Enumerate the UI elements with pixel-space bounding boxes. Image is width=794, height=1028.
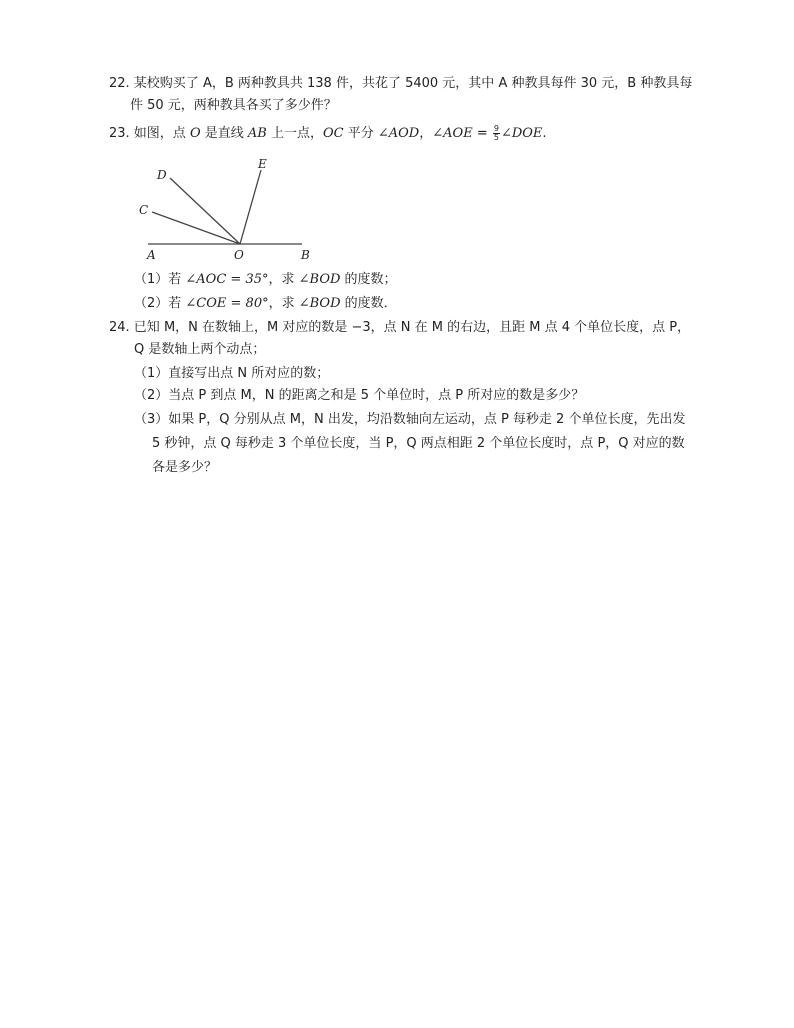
q23-sub1-condition: ∠AOC = 35° [185, 272, 269, 287]
q23-sub1 [134, 270, 397, 290]
q24-sub2: （2）当点 P 到点 M，N 的距离之和是 5 个单位时，点 P 所对应的数是多少？ [134, 388, 585, 403]
q23-equals: = [472, 126, 492, 141]
q23-sub1-text: 的度数； [340, 272, 397, 287]
q23-text: . [542, 126, 547, 141]
label-b: B [301, 248, 310, 262]
label-c: C [139, 203, 149, 217]
q23-fraction [493, 125, 500, 142]
q23-text: 23. 如图，点 [109, 126, 190, 141]
q23-intro [109, 124, 547, 144]
label-e: E [258, 157, 267, 171]
q23-angle-aoe: ∠AOE [432, 126, 473, 141]
q23-sub2-text: ，求 [268, 296, 299, 311]
q23-text: 是直线 [200, 126, 248, 141]
q23-text: 上一点， [266, 126, 323, 141]
q23-angle-aod: ∠AOD [377, 126, 420, 141]
q22-line-1: 22. 某校购买了 A，B 两种教具共 138 件，共花了 5400 元，其中 A 种教具每件 30 元，B 种教具每 [109, 76, 693, 91]
q23-angle-doe: ∠DOE [500, 126, 543, 141]
q24-sub3-line-3: 各是多少？ [152, 460, 218, 475]
q24-sub3-line-2: 5 秒钟，点 Q 每秒走 3 个单位长度，当 P，Q 两点相距 2 个单位长度时，点 P，Q 对应的数 [152, 436, 685, 451]
q24-line-2: Q 是数轴上两个动点； [134, 342, 266, 357]
q23-text: 平分 [343, 126, 378, 141]
label-a: A [147, 248, 156, 262]
ray-oc [152, 212, 240, 244]
q24-line-1: 24. 已知 M，N 在数轴上，M 对应的数是 −3，点 N 在 M 的右边，且距 M 点 4 个单位长度，点 P， [109, 320, 691, 335]
q24-sub3-line-1: （3）如果 P，Q 分别从点 M，N 出发，均沿数轴向左运动，点 P 每秒走 2 个单位长度，先出发 [134, 412, 686, 427]
q23-figure [130, 152, 330, 264]
q23-ray-oc: OC [322, 126, 344, 141]
fraction-denominator: 5 [493, 133, 499, 142]
q23-sub2 [134, 294, 397, 314]
q23-line-ab: AB [247, 126, 267, 141]
q24-sub1: （1）直接写出点 N 所对应的数； [134, 366, 330, 381]
q22-line-2: 件 50 元，两种教具各买了多少件？ [130, 98, 337, 113]
q23-sub1-text: ，求 [268, 272, 299, 287]
q23-sub1-text: （1）若 [134, 272, 186, 287]
ray-oe [240, 170, 261, 244]
q23-sub2-target: ∠BOD [298, 296, 341, 311]
q23-text: ， [419, 126, 433, 141]
label-o: O [234, 248, 244, 262]
q23-sub2-text: 的度数． [340, 296, 397, 311]
ray-od [170, 178, 240, 244]
q23-sub2-text: （2）若 [134, 296, 186, 311]
label-d: D [157, 168, 167, 182]
fraction-numerator: 9 [493, 124, 499, 133]
q23-sub1-target: ∠BOD [298, 272, 341, 287]
q23-point-o: O [189, 126, 201, 141]
q23-sub2-condition: ∠COE = 80° [185, 296, 269, 311]
